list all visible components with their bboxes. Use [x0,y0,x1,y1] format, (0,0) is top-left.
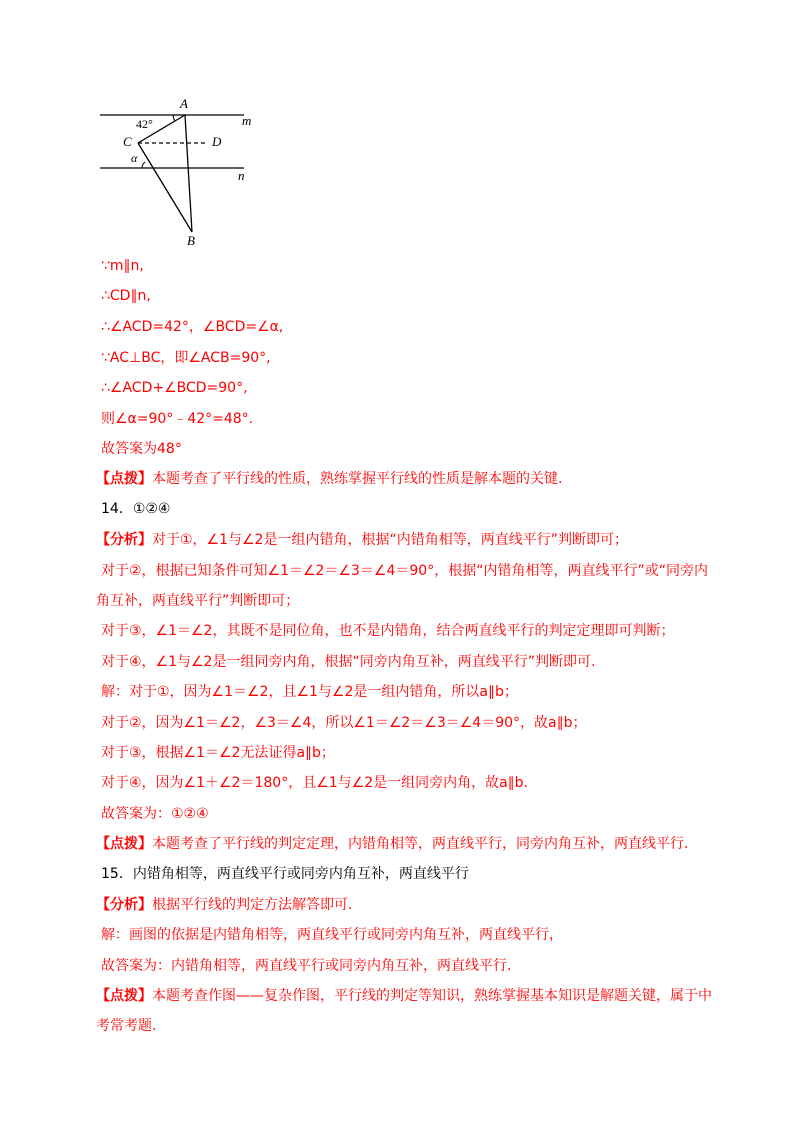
text-line: 考常考题. [96,1018,157,1034]
analysis-line [96,895,352,915]
analysis-tag: 【分析】 [96,532,152,548]
segment-ab [185,115,192,232]
tip-line [96,469,562,489]
geometry-figure [96,92,266,247]
text-line: ∴∠ACD+∠BCD=90°, [101,380,248,396]
tip-text: 本题考查作图——复杂作图，平行线的判定等知识，熟练掌握基本知识是解题关键，属于中 [152,988,712,1004]
answer-15: 15．内错角相等，两直线平行或同旁内角互补，两直线平行 [101,866,469,882]
text-line: 对于③，根据∠1＝∠2无法证得a∥b； [101,745,335,761]
analysis-text: 对于①，∠1与∠2是一组内错角，根据“内错角相等，两直线平行”判断即可； [152,532,628,548]
text-line: 解：对于①，因为∠1＝∠2，且∠1与∠2是一组内错角，所以a∥b； [101,684,518,700]
text-line: 故答案为：①②④ [101,806,209,822]
label-d: D [212,134,222,149]
segment-cb [138,143,192,232]
text-line: ∵AC⊥BC，即∠ACB=90°, [101,350,271,366]
answer-14: 14．①②④ [101,501,171,517]
angle-42-arc [173,115,175,121]
tip-tag: 【点拨】 [96,471,152,487]
text-line: ∴CD∥n, [101,288,151,304]
angle-alpha-arc [142,162,145,168]
label-a: A [180,96,188,111]
analysis-line [96,530,628,550]
tip-tag: 【点拨】 [96,836,152,852]
text-line: 则∠α=90°﹣42°=48°. [101,411,254,427]
text-line: 故答案为48° [101,441,182,457]
tip-line [96,986,712,1006]
text-line: 对于④，∠1与∠2是一组同旁内角，根据“同旁内角互补，两直线平行”判断即可. [101,654,596,670]
text-line: ∵m∥n, [101,258,144,274]
label-c: C [123,134,132,149]
label-n: n [238,168,245,183]
text-line: 对于②，根据已知条件可知∠1＝∠2＝∠3＝∠4＝90°，根据“内错角相等，两直线平行”或“同旁内 [101,563,708,579]
label-m: m [242,113,252,128]
text-line: 解：画图的依据是内错角相等，两直线平行或同旁内角互补，两直线平行， [101,927,563,943]
text-line: 对于③，∠1＝∠2，其既不是同位角，也不是内错角，结合两直线平行的判定定理即可判断； [101,623,675,639]
tip-tag: 【点拨】 [96,988,152,1004]
label-b: B [187,233,195,247]
tip-text: 本题考查了平行线的判定定理，内错角相等，两直线平行，同旁内角互补，两直线平行. [152,836,689,852]
text-line: 对于④，因为∠1＋∠2＝180°，且∠1与∠2是一组同旁内角，故a∥b. [101,775,529,791]
text-line: ∴∠ACD=42°，∠BCD=∠α, [101,319,284,335]
label-alpha: α [131,151,138,165]
text-line: 故答案为：内错角相等，两直线平行或同旁内角互补，两直线平行. [101,958,512,974]
text-line: 对于②，因为∠1＝∠2，∠3＝∠4，所以∠1＝∠2＝∠3＝∠4＝90°，故a∥b； [101,715,587,731]
analysis-text: 根据平行线的判定方法解答即可. [152,897,353,913]
label-42: 42° [136,117,153,131]
tip-text: 本题考查了平行线的性质，熟练掌握平行线的性质是解本题的关键. [152,471,563,487]
text-line: 角互补，两直线平行”判断即可； [96,593,300,609]
tip-line [96,834,688,854]
analysis-tag: 【分析】 [96,897,152,913]
